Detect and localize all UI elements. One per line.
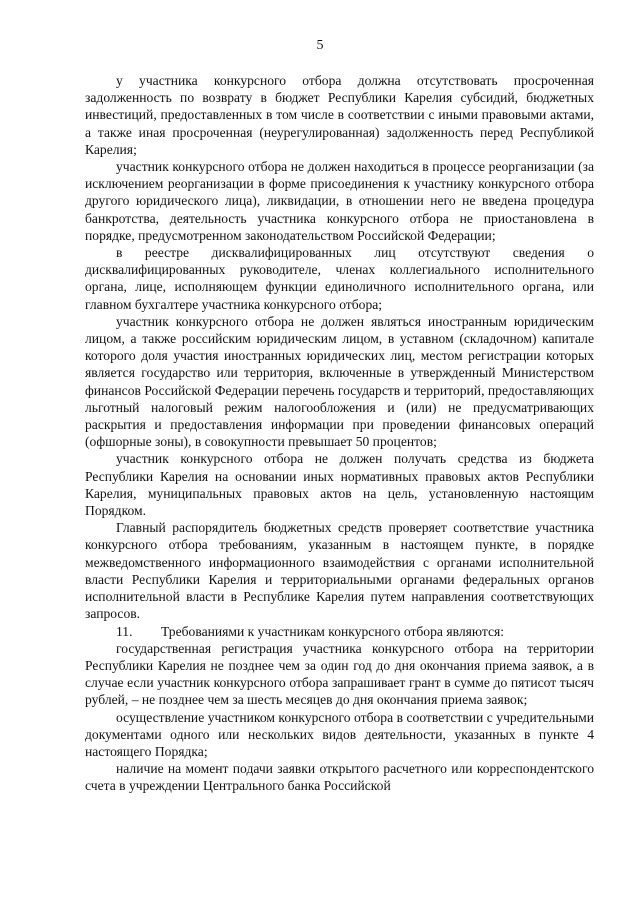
paragraph-verification: Главный распорядитель бюджетных средств проверяет соответствие участника конкурсного отбора требованиям, указанным в настоящем пункте, в порядке межведомственного информационного взаимодействия с органами исполнительной власти Республики Карелия и территориальными органами федеральных органов исполнительной власти в Республике Карелия путем направления соответствующих запросов. (85, 520, 594, 622)
paragraph-no-other-funds: участник конкурсного отбора не должен получать средства из бюджета Республики Карелия на основании иных нормативных правовых актов Республики Карелия, муниципальных правовых актов на цель, установленную настоящим Порядком. (85, 451, 594, 519)
item-11 (85, 623, 594, 640)
document-body (85, 72, 594, 795)
paragraph-activity-types: осуществление участником конкурсного отбора в соответствии с учредительными документами одного или нескольких видов деятельности, указанных в пункте 4 настоящего Порядка; (85, 709, 594, 759)
paragraph-no-overdue-debt: у участника конкурсного отбора должна отсутствовать просроченная задолженность по возврату в бюджет Республики Карелия субсидий, бюджетных инвестиций, предоставленных в том числе в соответствии с иными правовыми актами, а также иная просроченная (неурегулированная) задолженность перед Республикой Карелия; (85, 73, 594, 157)
paragraph-disqualified-registry: в реестре дисквалифицированных лиц отсутствуют сведения о дисквалифицированных руководителе, членах коллегиального исполнительного органа, лице, исполняющем функции единоличного исполнительного органа, или главном бухгалтере участника конкурсного отбора; (85, 245, 594, 312)
page-number: 5 (316, 38, 324, 53)
paragraph-no-reorganization: участник конкурсного отбора не должен находиться в процессе реорганизации (за исключением реорганизации в форме присоединения к участнику конкурсного отбора другого юридического лица), ликвидации, в отношении него не введена процедура банкротства, деятельность участника конкурсного отбора не приостановлена в порядке, предусмотренном законодательством Российской Федерации; (85, 159, 594, 243)
paragraph-not-foreign-entity: участник конкурсного отбора не должен являться иностранным юридическим лицом, а также российским юридическим лицом, в уставном (складочном) капитале которого доля участия иностранных юридических лиц, местом регистрации которых является государство или территория, включенные в утвержденный Министерством финансов Российской Федерации перечень государств и территорий, предоставляющих льготный налоговый режим налогообложения и (или) не предусматривающих раскрытия и предоставления информации при проведении финансовых операций (офшорные зоны), в совокупности превышает 50 процентов; (85, 313, 594, 450)
item-11-text: Требованиями к участникам конкурсного отбора являются: (161, 623, 505, 639)
paragraph-bank-account: наличие на момент подачи заявки открытого расчетного или корреспондентского счета в учреждении Центрального банка Российской (85, 761, 594, 794)
item-11-number: 11. (116, 623, 133, 639)
paragraph-state-registration: государственная регистрация участника конкурсного отбора на территории Республики Карелия не позднее чем за один год до дня окончания приема заявок, а в случае если участник конкурсного отбора запрашивает грант в сумме до пятисот тысяч рублей, – не позднее чем за шесть месяцев до дня окончания приема заявок; (85, 640, 594, 708)
